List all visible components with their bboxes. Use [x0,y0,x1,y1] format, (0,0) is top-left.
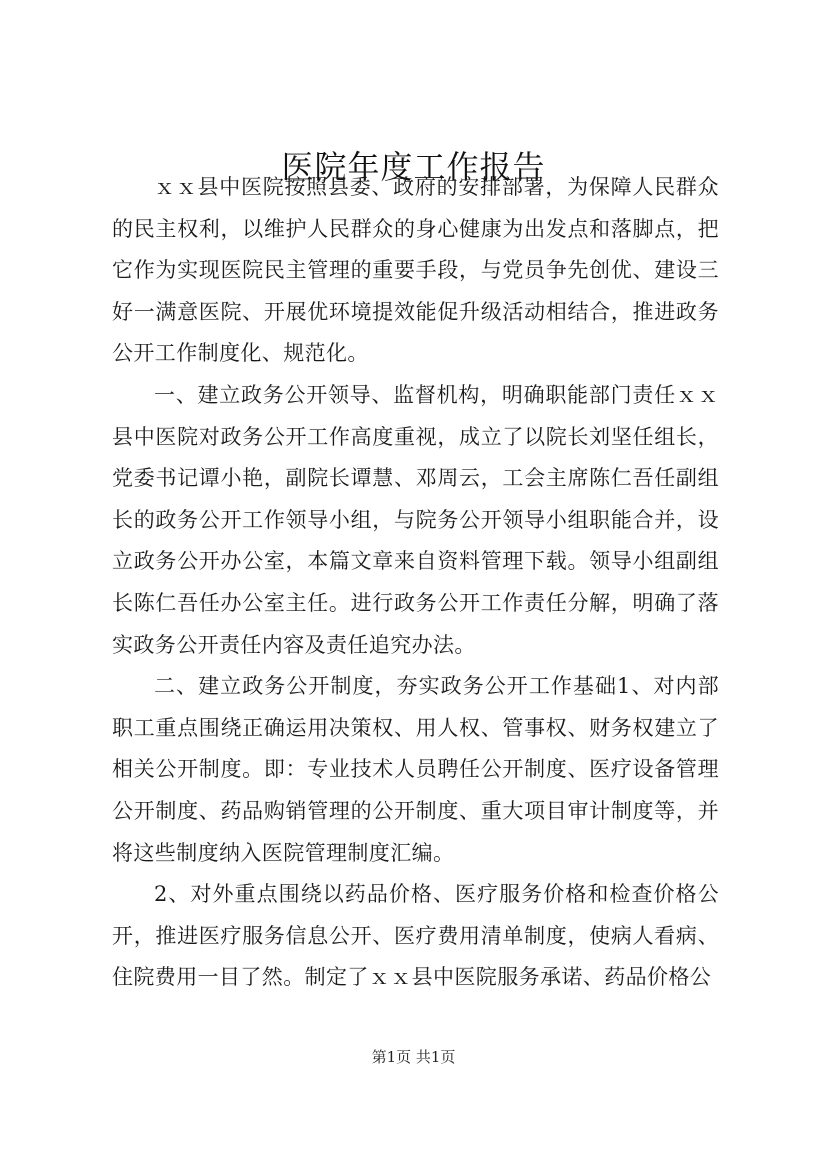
document-title: 医院年度工作报告 [281,148,546,186]
document-body [112,167,719,999]
paragraph-intro: ｘｘ县中医院按照县委、政府的安排部署，为保障人民群众的民主权利，以维护人民群众的身心健康为出发点和落脚点，把它作为实现医院民主管理的重要手段，与党员争先创优、建设三好一满意医院、开展优环境提效能促升级活动相结合，推进政务公开工作制度化、规范化。 [112,175,719,366]
page-number-footer: 第1页 共1页 [371,1048,456,1066]
paragraph-section-two: 二、建立政务公开制度，夯实政务公开工作基础1、对内部职工重点围绕正确运用决策权、用人权、管事权、财务权建立了相关公开制度。即：专业技术人员聘任公开制度、医疗设备管理公开制度、药品购销管理的公开制度、重大项目审计制度等，并将这些制度纳入医院管理制度汇编。 [112,674,719,865]
paragraph-section-one: 一、建立政务公开领导、监督机构，明确职能部门责任ｘｘ县中医院对政务公开工作高度重视，成立了以院长刘坚任组长，党委书记谭小艳，副院长谭慧、邓周云，工会主席陈仁吾任副组长的政务公开工作领导小组，与院务公开领导小组职能合并，设立政务公开办公室，本篇文章来自资料管理下载。领导小组副组长陈仁吾任办公室主任。进行政务公开工作责任分解，明确了落实政务公开责任内容及责任追究办法。 [112,382,719,657]
paragraph-item-two: 2、对外重点围绕以药品价格、医疗服务价格和检查价格公开，推进医疗服务信息公开、医疗费用清单制度，使病人看病、住院费用一目了然。制定了ｘｘ县中医院服务承诺、药品价格公 [112,882,719,990]
